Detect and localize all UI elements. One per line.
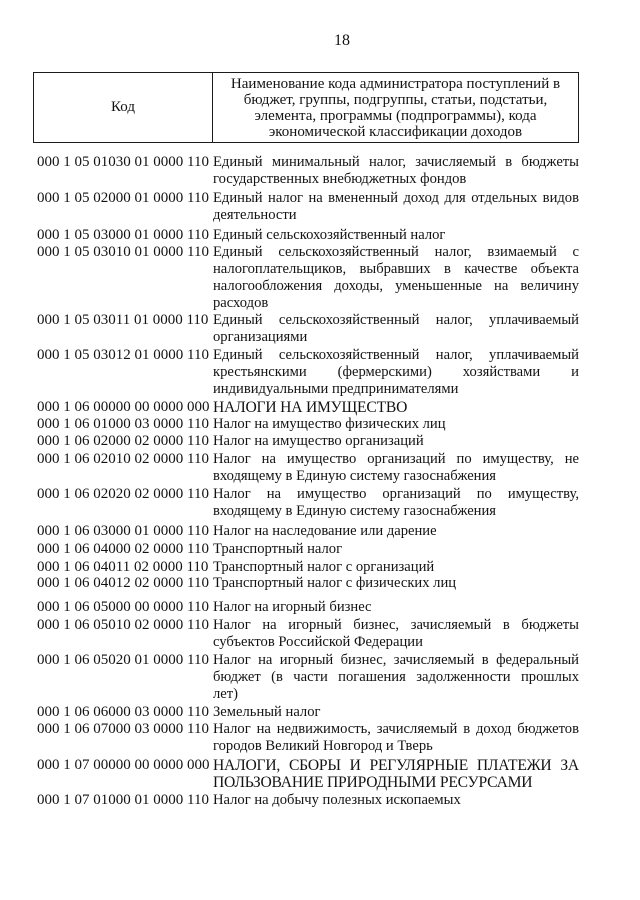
row-code: 000 1 06 00000 00 0000 000 xyxy=(37,399,210,415)
header-code-label: Код xyxy=(111,99,135,115)
row-description-line: налогообложения доходы, уменьшенные на величину xyxy=(213,278,579,294)
page-number: 18 xyxy=(334,32,350,49)
row-code: 000 1 05 03012 01 0000 110 xyxy=(37,347,209,363)
row-code: 000 1 06 02020 02 0000 110 xyxy=(37,486,209,502)
row-code: 000 1 06 06000 03 0000 110 xyxy=(37,704,209,720)
row-description-line: Транспортный налог xyxy=(213,541,343,557)
row-description xyxy=(213,652,579,703)
row-code: 000 1 05 03000 01 0000 110 xyxy=(37,227,209,243)
row-code: 000 1 06 01000 03 0000 110 xyxy=(37,416,209,432)
row-code: 000 1 06 07000 03 0000 110 xyxy=(37,721,209,737)
row-description xyxy=(213,399,579,416)
row-description-line: Налог на игорный бизнес, зачисляемый в бюджеты xyxy=(213,617,579,633)
row-code: 000 1 05 03011 01 0000 110 xyxy=(37,312,209,328)
row-code: 000 1 06 05010 02 0000 110 xyxy=(37,617,209,633)
row-description xyxy=(213,792,579,809)
header-name-line: бюджет, группы, подгруппы, статьи, подстатьи, xyxy=(243,92,548,108)
header-name-line: элемента, программы (подпрограммы), кода xyxy=(254,108,537,124)
row-description-line: Налог на имущество физических лиц xyxy=(213,416,446,432)
row-description-line: Налог на недвижимость, зачисляемый в доход бюджетов xyxy=(213,721,579,737)
row-code: 000 1 06 05000 00 0000 110 xyxy=(37,599,209,615)
row-description-line: Единый сельскохозяйственный налог xyxy=(213,227,446,243)
row-description xyxy=(213,575,579,592)
row-description xyxy=(213,559,579,576)
row-description-line: входящему в Единую систему газоснабжения xyxy=(213,468,497,484)
row-description xyxy=(213,433,579,450)
row-description-line: входящему в Единую систему газоснабжения xyxy=(213,503,497,519)
row-description xyxy=(213,227,579,244)
row-description-line: лет) xyxy=(213,686,238,702)
row-description xyxy=(213,704,579,721)
row-description-line: расходов xyxy=(213,295,269,311)
row-description-line: Налог на имущество организаций по имуществу, не xyxy=(213,451,579,467)
row-description-line: Транспортный налог с физических лиц xyxy=(213,575,457,591)
row-code: 000 1 07 01000 01 0000 110 xyxy=(37,792,209,808)
row-description-line: бюджет (в части погашения задолженности прошлых xyxy=(213,669,579,685)
row-description-line: Единый налог на вмененный доход для отдельных видов xyxy=(213,190,579,206)
row-description xyxy=(213,347,579,398)
header-name-line: экономической классификации доходов xyxy=(268,124,523,140)
row-description-line: Налог на имущество организаций xyxy=(213,433,424,449)
row-description-line: НАЛОГИ, СБОРЫ И РЕГУЛЯРНЫЕ ПЛАТЕЖИ ЗА xyxy=(213,757,579,774)
row-description xyxy=(213,599,579,616)
row-code: 000 1 06 02010 02 0000 110 xyxy=(37,451,209,467)
row-code: 000 1 05 03010 01 0000 110 xyxy=(37,244,209,260)
row-description xyxy=(213,721,579,755)
row-description-line: ПОЛЬЗОВАНИЕ ПРИРОДНЫМИ РЕСУРСАМИ xyxy=(213,774,533,791)
table-header xyxy=(33,72,579,143)
row-description-line: Земельный налог xyxy=(213,704,321,720)
row-description xyxy=(213,541,579,558)
row-description xyxy=(213,757,579,791)
row-description-line: Налог на наследование или дарение xyxy=(213,523,437,539)
row-description-line: Транспортный налог с организаций xyxy=(213,559,435,575)
row-description xyxy=(213,451,579,485)
row-description-line: Налог на добычу полезных ископаемых xyxy=(213,792,461,808)
row-description-line: Налог на игорный бизнес, зачисляемый в федеральный xyxy=(213,652,579,668)
row-description-line: налогоплательщиков, выбравших в качестве объекта xyxy=(213,261,579,277)
row-code: 000 1 06 04011 02 0000 110 xyxy=(37,559,209,575)
row-code: 000 1 06 04012 02 0000 110 xyxy=(37,575,209,591)
row-code: 000 1 06 02000 02 0000 110 xyxy=(37,433,209,449)
row-description xyxy=(213,190,579,224)
row-description-line: крестьянскими (фермерскими) хозяйствами и xyxy=(213,364,579,380)
row-description xyxy=(213,617,579,651)
header-code-cell xyxy=(34,73,213,142)
row-description-line: НАЛОГИ НА ИМУЩЕСТВО xyxy=(213,399,408,416)
row-description xyxy=(213,312,579,346)
row-description-line: Единый сельскохозяйственный налог, уплачиваемый xyxy=(213,347,579,363)
row-description-line: Единый сельскохозяйственный налог, уплачиваемый xyxy=(213,312,579,328)
row-description-line: Налог на имущество организаций по имуществу, xyxy=(213,486,579,502)
row-description-line: городов Великий Новгород и Тверь xyxy=(213,738,433,754)
row-code: 000 1 06 04000 02 0000 110 xyxy=(37,541,209,557)
row-description-line: субъектов Российской Федерации xyxy=(213,634,423,650)
row-description xyxy=(213,154,579,188)
row-description-line: организациями xyxy=(213,329,308,345)
row-description-line: государственных внебюджетных фондов xyxy=(213,171,467,187)
row-description-line: Единый сельскохозяйственный налог, взимаемый с xyxy=(213,244,579,260)
row-code: 000 1 06 05020 01 0000 110 xyxy=(37,652,209,668)
row-code: 000 1 05 02000 01 0000 110 xyxy=(37,190,209,206)
row-code: 000 1 05 01030 01 0000 110 xyxy=(37,154,209,170)
row-code: 000 1 06 03000 01 0000 110 xyxy=(37,523,209,539)
header-name-line: Наименование кода администратора поступлений в xyxy=(230,76,561,92)
row-description-line: Единый минимальный налог, зачисляемый в бюджеты xyxy=(213,154,579,170)
row-description-line: Налог на игорный бизнес xyxy=(213,599,372,615)
row-description xyxy=(213,244,579,312)
header-name-cell xyxy=(213,73,578,142)
row-code: 000 1 07 00000 00 0000 000 xyxy=(37,757,210,773)
row-description xyxy=(213,486,579,520)
row-description xyxy=(213,523,579,540)
row-description xyxy=(213,416,579,433)
row-description-line: деятельности xyxy=(213,207,297,223)
row-description-line: индивидуальными предпринимателями xyxy=(213,381,459,397)
